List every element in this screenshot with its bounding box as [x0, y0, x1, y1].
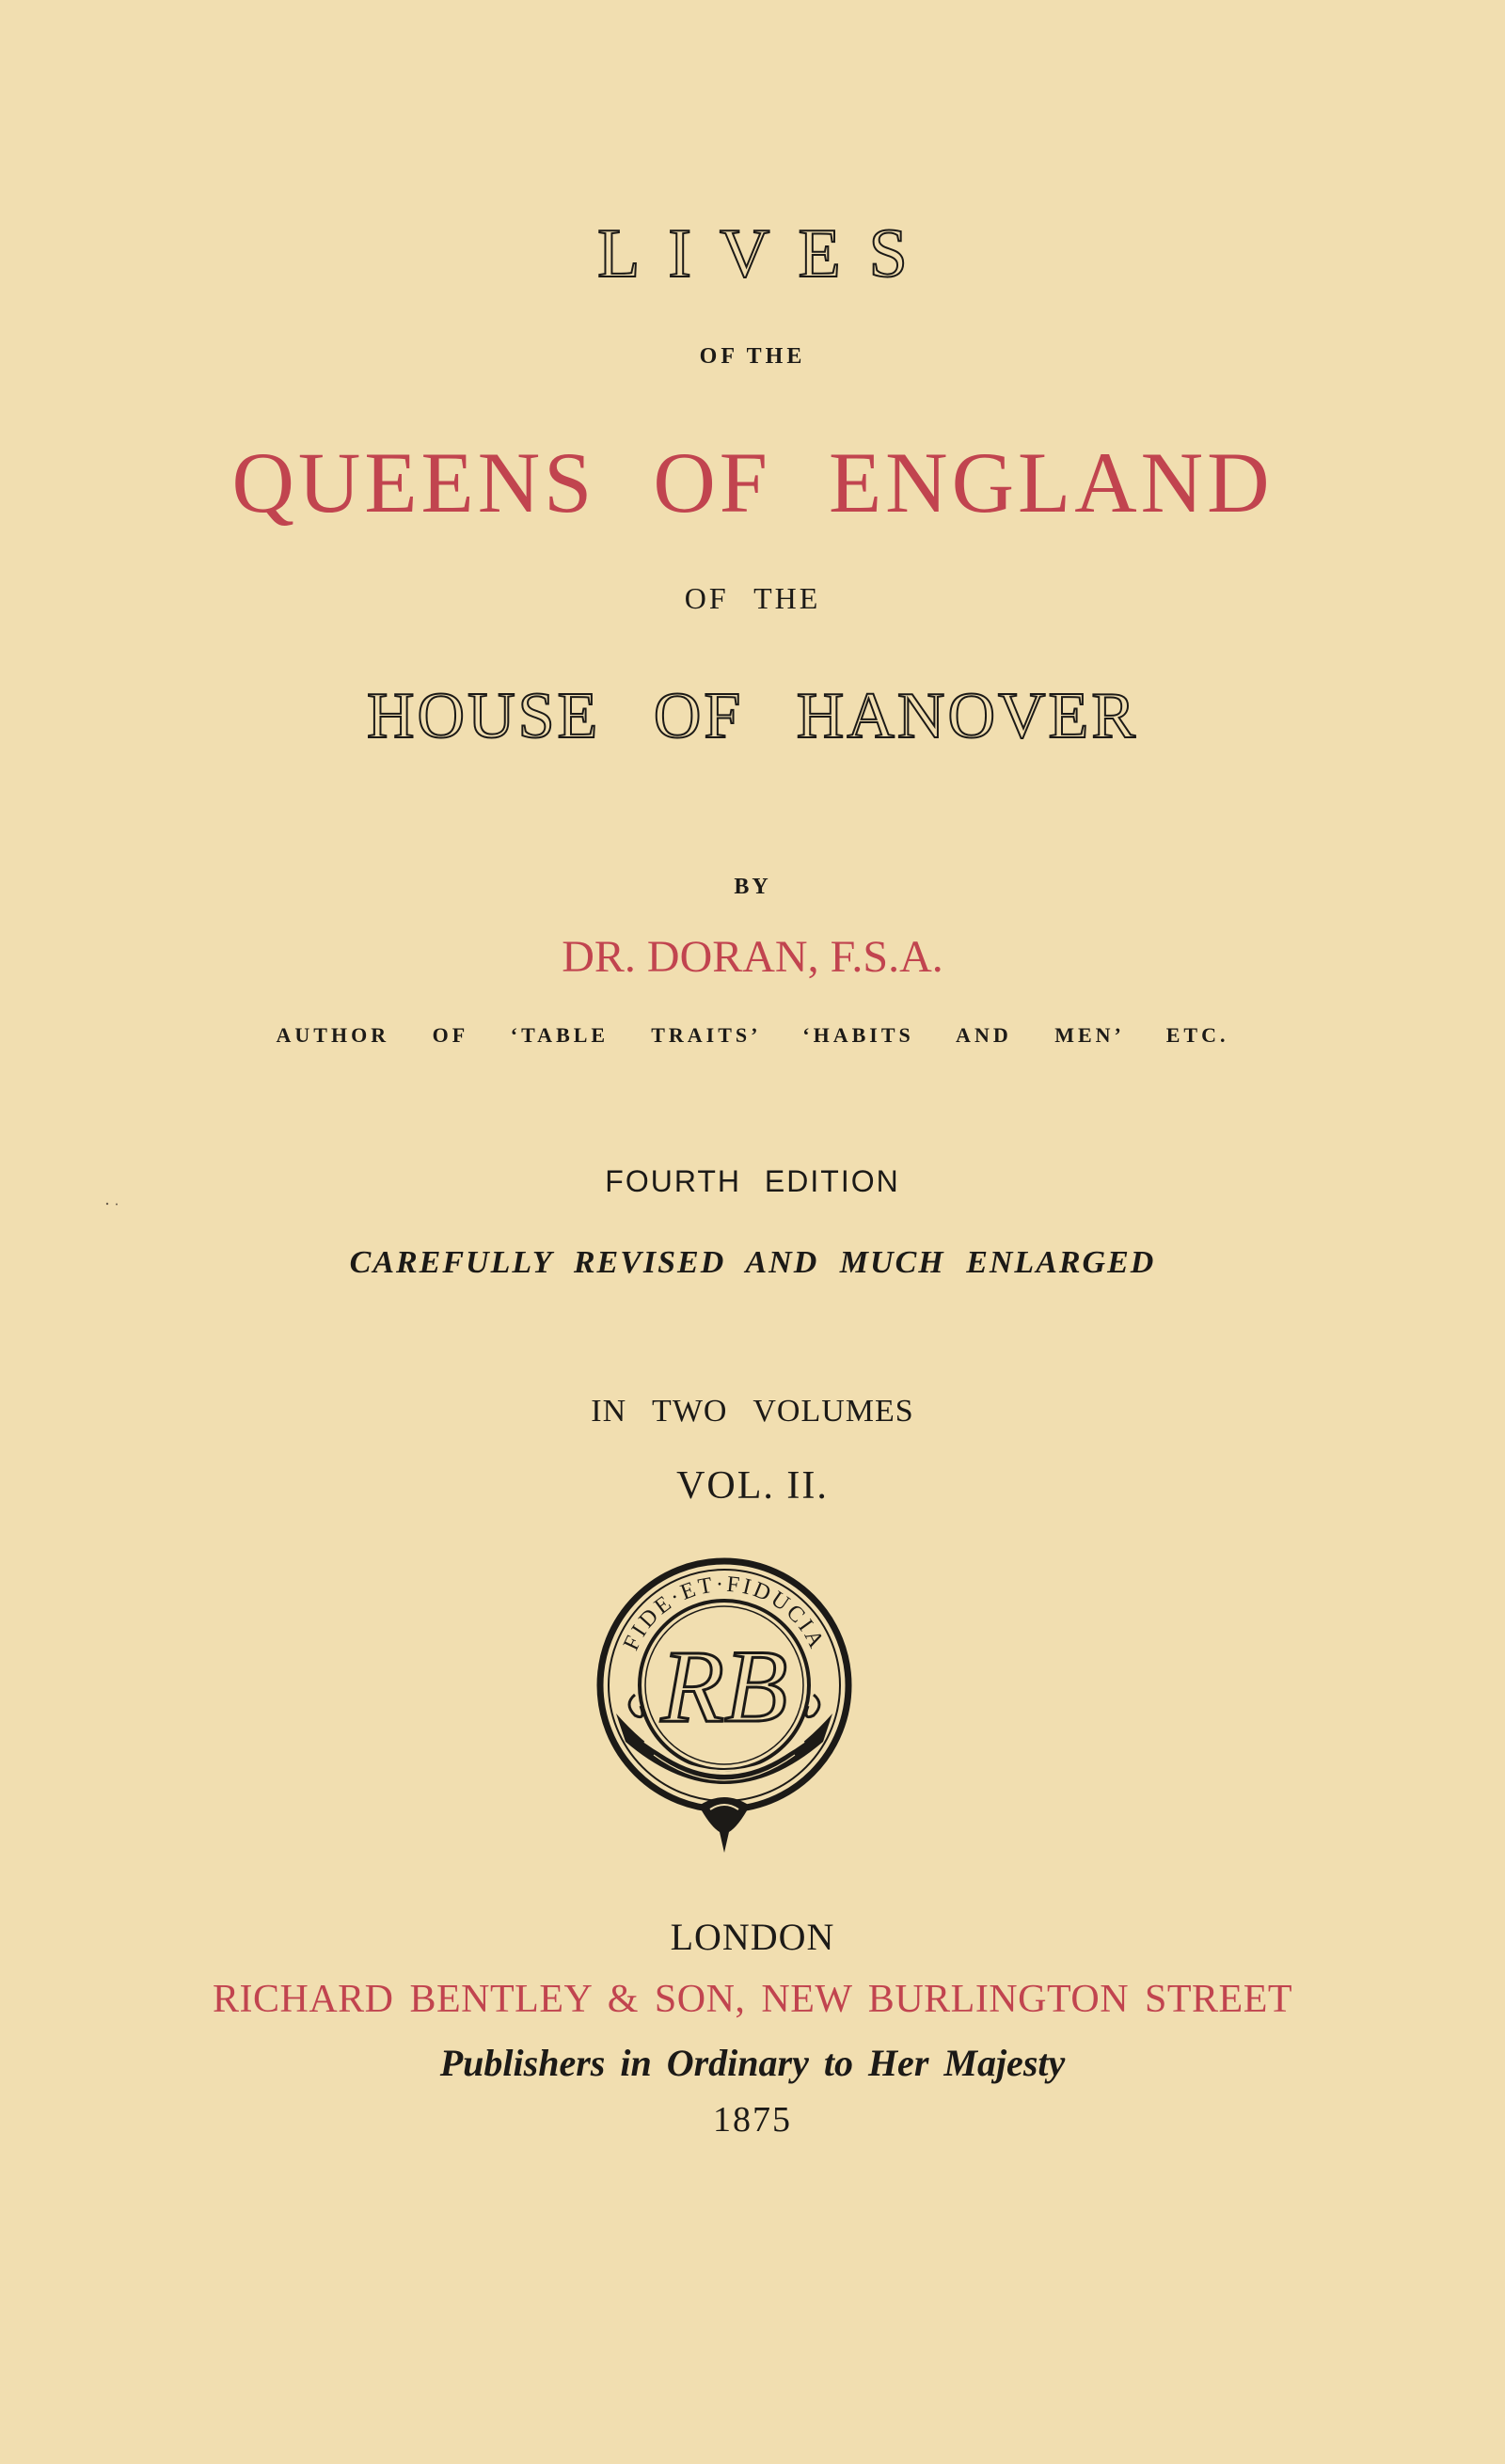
- author-credit: AUTHOR OF ‘TABLE TRAITS’ ‘HABITS AND MEN’ ETC.: [276, 1023, 1229, 1047]
- by-line: BY: [734, 875, 771, 899]
- publisher-seal-icon: [588, 1554, 861, 1873]
- volumes-line: IN TWO VOLUMES: [591, 1394, 914, 1429]
- title-lives: LIVES: [597, 215, 936, 292]
- imprint-year: 1875: [713, 2100, 792, 2140]
- imprint-publisher: RICHARD BENTLEY & SON, NEW BURLINGTON STREET: [212, 1978, 1293, 2021]
- volume-number: VOL. II.: [676, 1464, 829, 1508]
- imprint-city: LONDON: [670, 1916, 835, 1958]
- imprint-publisher-note: Publishers in Ordinary to Her Majesty: [439, 2042, 1066, 2084]
- paper-specks: [105, 1202, 120, 1206]
- edition-line: FOURTH EDITION: [605, 1164, 900, 1198]
- seal-monogram: RB: [660, 1629, 788, 1744]
- of-the-line-1: OF THE: [699, 344, 806, 369]
- revision-line: CAREFULLY REVISED AND MUCH ENLARGED: [349, 1245, 1156, 1280]
- seal-motto: FIDE·ET·FIDUCIA: [619, 1572, 830, 1655]
- title-house-of-hanover: HOUSE OF HANOVER: [366, 680, 1139, 752]
- author-name: DR. DORAN, F.S.A.: [562, 932, 943, 982]
- title-queens-of-england: QUEENS OF ENGLAND: [231, 434, 1274, 530]
- of-the-line-2: OF THE: [684, 581, 821, 615]
